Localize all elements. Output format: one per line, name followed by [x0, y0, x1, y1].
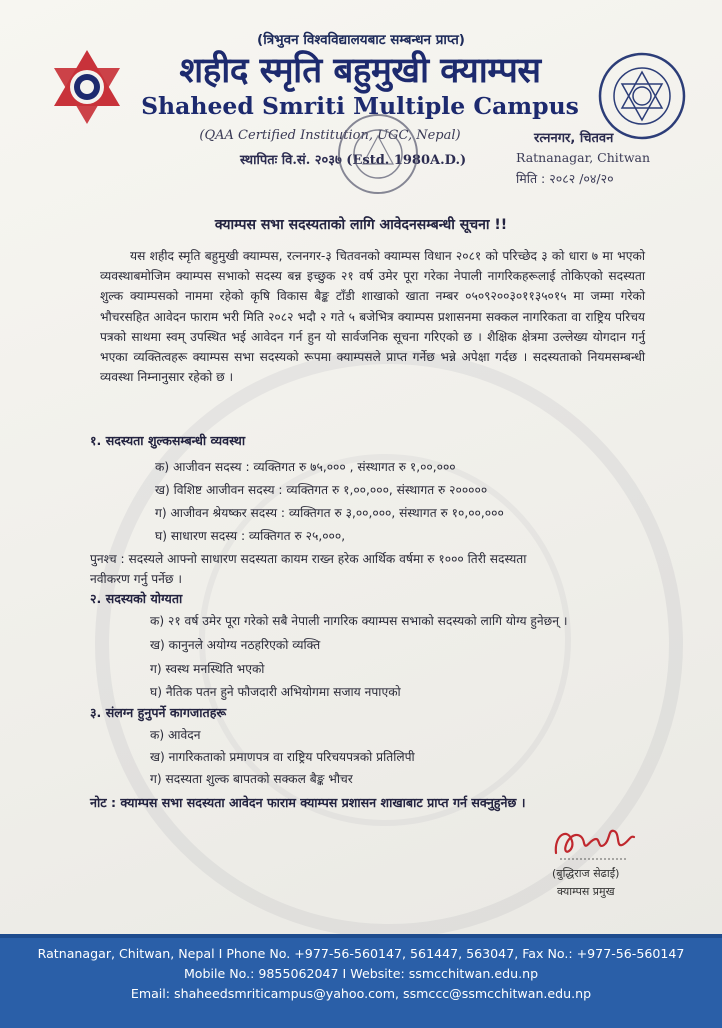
affiliation-text: (त्रिभुवन विश्वविद्यालयबाट सम्बन्धन प्राप्त) [257, 32, 465, 48]
office-stamp [336, 112, 420, 196]
list-item: ग) स्वस्थ मनस्थिति भएको [150, 662, 265, 676]
list-item: घ) नैतिक पतन हुने फौजदारी अभियोगमा सजाय नपाएको [150, 685, 401, 699]
college-name-nepali: शहीद स्मृति बहुमुखी क्याम्पस [179, 50, 541, 91]
address-nepali: रत्ननगर, चितवन [534, 131, 614, 146]
list-item: ग) आजीवन श्रेयष्कर सदस्य : व्यक्तिगत रु ३,००,०००, संस्थागत रु १०,००,००० [155, 506, 504, 520]
list-item: ख) विशिष्ट आजीवन सदस्य : व्यक्तिगत रु १,००,०००, संस्थागत रु २००००० [155, 483, 488, 497]
college-name-english: Shaheed Smriti Multiple Campus [141, 92, 579, 120]
section-1-note: पुनश्च : सदस्यले आफ्नो साधारण सदस्यता कायम राख्न हरेक आर्थिक वर्षमा रु १००० तिरी सदस्यता [90, 552, 527, 566]
section-1-title: १. सदस्यता शुल्कसम्बन्धी व्यवस्था [90, 433, 246, 448]
footer-contact-bar [0, 934, 722, 1028]
notice-body [100, 246, 645, 387]
list-item: क) आवेदन [150, 728, 201, 742]
section-3-title: ३. संलग्न हुनुपर्ने कागजातहरू [90, 705, 227, 720]
campus-seal-icon [598, 52, 686, 140]
notice-paragraph: यस शहीद स्मृति बहुमुखी क्याम्पस, रत्ननगर-३ चितवनको क्याम्पस विधान २०८१ को परिच्छेद ३ को धारा ७ मा भएको व्यवस्थाबमोजिम क्याम्पस सभाको सदस्य बन्न इच्छुक २१ वर्ष उमेर पूरा गरेका नेपाली नागरिकहरूलाई तोकिएको सदस्यता शुल्क क्याम्पसको नाममा रहेको कृषि विकास बैङ्क टाँडी शाखाको खाता नम्बर ०५०९२००३०११३५०१५ मा जम्मा गरेको भौचरसहित आवेदन फाराम भरी मिति २०८२ भदौ २ गते ५ बजेभित्र क्याम्पस प्रशासनमा सक्कल नागरिकता वा राष्ट्रिय परिचय पत्रको साथमा स्वम् उपस्थित भई आवेदन गर्न हुन यो सार्वजनिक सूचना गरिएको छ । शैक्षिक क्षेत्रमा उल्लेख्य योगदान गर्नु भएका व्यक्तित्वहरू क्याम्पस सभा सदस्यको रूपमा क्याम्पसले प्राप्त गर्नेछ भन्ने अपेक्षा गर्दछ । सदस्यताको नियमसम्बन्धी व्यवस्था निम्नानुसार रहेको छ । [100, 249, 645, 385]
list-item: ख) नागरिकताको प्रमाणपत्र वा राष्ट्रिय परिचयपत्रको प्रतिलिपी [150, 750, 415, 764]
note-text: नोट : क्याम्पस सभा सदस्यता आवेदन फाराम क्याम्पस प्रशासन शाखाबाट प्राप्त गर्न सक्नुहुनेछ । [90, 795, 526, 810]
notice-date: मिति : २०८२ /०४/२० [516, 171, 614, 186]
section-2-title: २. सदस्यको योग्यता [90, 591, 183, 606]
section-1-note-continued: नवीकरण गर्नु पर्नेछ । [90, 572, 182, 586]
list-item: क) आजीवन सदस्य : व्यक्तिगत रु ७५,००० , संस्थागत रु १,००,००० [155, 460, 456, 474]
address-english: Ratnanagar, Chitwan [516, 150, 651, 165]
signatory-name: (बुद्धिराज सेढाईं) [552, 867, 620, 880]
notice-title: क्याम्पस सभा सदस्यताको लागि आवेदनसम्बन्धी सूचना !! [214, 217, 508, 233]
list-item: ख) कानुनले अयोग्य नठहरिएको व्यक्ति [150, 638, 321, 652]
list-item: क) २१ वर्ष उमेर पूरा गरेको सबै नेपाली नागरिक क्याम्पस सभाको सदस्यको लागि योग्य हुनेछन् । [150, 614, 568, 628]
qaa-certification: (QAA Certified Institution, UGC, Nepal) [199, 128, 461, 143]
list-item: घ) साधारण सदस्य : व्यक्तिगत रु २५,०००, [155, 529, 346, 543]
signatory-title: क्याम्पस प्रमुख [557, 885, 615, 898]
footer-email: Email: shaheedsmriticampus@yahoo.com, ssmccc@ssmcchitwan.edu.np [130, 986, 592, 1001]
campus-logo-icon [52, 48, 122, 126]
signature-image [548, 815, 638, 865]
footer-address-phone: Ratnanagar, Chitwan, Nepal I Phone No. +977-56-560147, 561447, 563047, Fax No.: +977-56-560147 [37, 946, 685, 961]
established-text: स्थापितः वि.सं. २०३७ (Estd. 1980A.D.) [240, 153, 467, 168]
footer-mobile-website: Mobile No.: 9855062047 I Website: ssmcchitwan.edu.np [183, 966, 539, 981]
list-item: ग) सदस्यता शुल्क बापतको सक्कल बैङ्क भौचर [150, 772, 353, 786]
